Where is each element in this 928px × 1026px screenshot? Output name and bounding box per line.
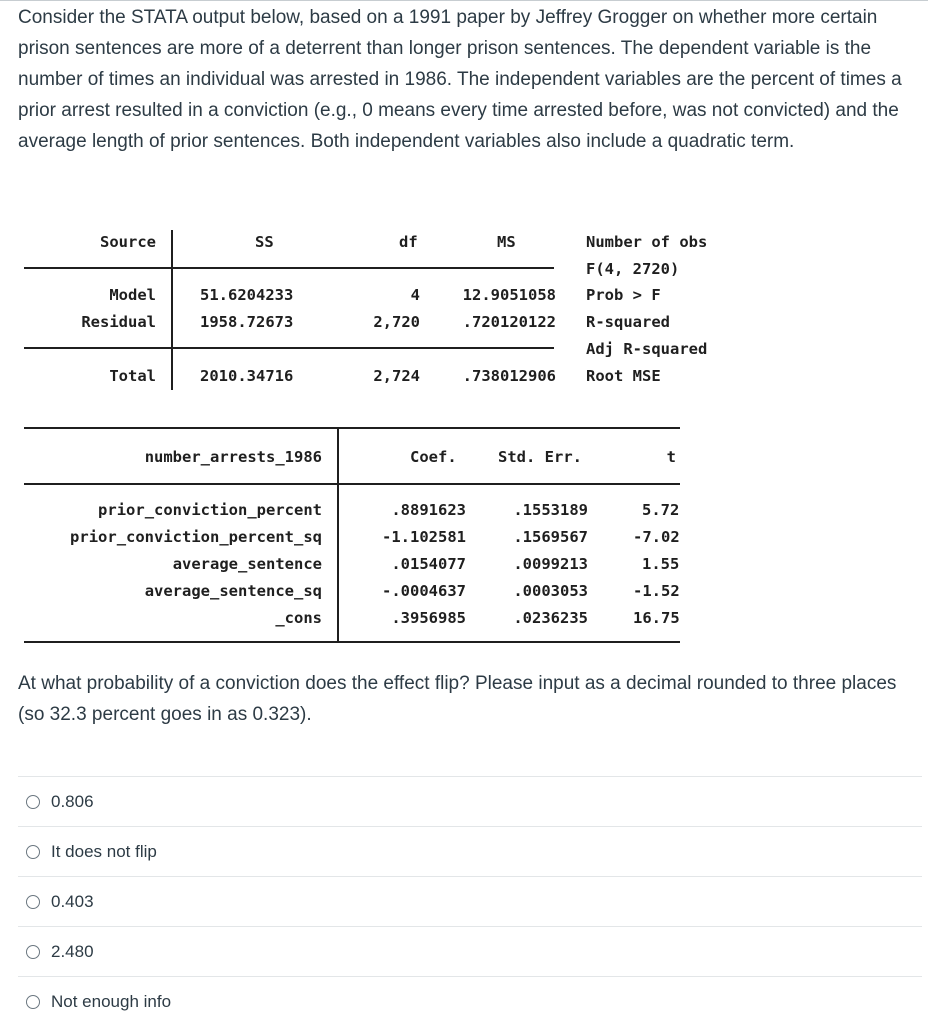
answer-label: 0.403 — [51, 891, 94, 911]
coef-vertical-rule — [337, 428, 339, 642]
coef-t: 16.75 — [633, 609, 680, 627]
radio-button[interactable] — [26, 995, 40, 1009]
coef-value: -.0004637 — [382, 582, 466, 600]
coef-rule-header — [24, 483, 680, 485]
stat-r-squared: R-squared — [586, 313, 670, 331]
coef-header-se: Std. Err. — [498, 448, 582, 466]
coef-t: 5.72 — [642, 501, 680, 519]
anova-source-residual: Residual — [81, 313, 156, 331]
question-intro: Consider the STATA output below, based on a 1991 paper by Jeffrey Grogger on whether more certain prison sentences are more of a deterrent than longer prison sentences. The dependent variable is the number of times an individual was arrested in 1986. The independent variables are the percent of times a prior arrest resulted in a conviction (e.g., 0 means every time arrested before, was not convicted) and the average length of prior sentences. Both independent variables also include a quadratic term. — [18, 7, 902, 152]
stat-number-of-obs: Number of obs — [586, 233, 708, 251]
coef-t: 1.55 — [642, 555, 680, 573]
top-divider — [0, 0, 928, 1]
coef-depvar: number_arrests_1986 — [144, 448, 322, 466]
coef-value: .0154077 — [391, 555, 466, 573]
anova-ms-residual: .720120122 — [462, 313, 556, 331]
answer-option[interactable] — [18, 876, 922, 926]
anova-ss-residual: 1958.72673 — [200, 313, 294, 331]
anova-df-model: 4 — [410, 286, 420, 304]
anova-ss-model: 51.6204233 — [200, 286, 294, 304]
coef-value: .3956985 — [391, 609, 466, 627]
anova-source-total: Total — [109, 367, 156, 385]
coef-var-cons: _cons — [275, 609, 322, 627]
coef-std-err: .1569567 — [513, 528, 588, 546]
answer-label: 0.806 — [51, 791, 94, 811]
coef-rule-bottom — [24, 641, 680, 643]
coef-std-err: .1553189 — [513, 501, 588, 519]
anova-source-model: Model — [109, 286, 156, 304]
anova-vertical-rule — [171, 230, 173, 390]
coef-var-prior-conviction-percent: prior_conviction_percent — [98, 501, 322, 519]
answer-label: 2.480 — [51, 941, 94, 961]
coef-t: -1.52 — [633, 582, 680, 600]
coef-rule-top — [24, 427, 680, 429]
coef-t: -7.02 — [633, 528, 680, 546]
anova-ms-total: .738012906 — [462, 367, 556, 385]
stat-prob-f: Prob > F — [586, 286, 661, 304]
anova-df-residual: 2,720 — [373, 313, 420, 331]
answer-label: Not enough info — [51, 991, 172, 1011]
anova-df-total: 2,724 — [373, 367, 420, 385]
answer-option[interactable] — [18, 976, 922, 1026]
coef-std-err: .0003053 — [513, 582, 588, 600]
radio-button[interactable] — [26, 845, 40, 859]
coef-std-err: .0099213 — [513, 555, 588, 573]
coef-std-err: .0236235 — [513, 609, 588, 627]
anova-header-ms: MS — [497, 233, 516, 251]
radio-button[interactable] — [26, 795, 40, 809]
answer-label: It does not flip — [51, 841, 157, 861]
radio-button[interactable] — [26, 895, 40, 909]
coef-var-average-sentence: average_sentence — [172, 555, 322, 573]
answer-option[interactable] — [18, 776, 922, 826]
answer-list — [18, 776, 922, 1026]
answer-option[interactable] — [18, 826, 922, 876]
anova-ms-model: 12.9051058 — [462, 286, 556, 304]
anova-header-df: df — [399, 233, 418, 251]
anova-ss-total: 2010.34716 — [200, 367, 294, 385]
coef-var-average-sentence-sq: average_sentence_sq — [144, 582, 322, 600]
coef-value: -1.102581 — [382, 528, 466, 546]
coef-header-t: t — [666, 448, 676, 466]
radio-button[interactable] — [26, 945, 40, 959]
anova-header-source: Source — [100, 233, 156, 251]
stat-adj-r-squared: Adj R-squared — [586, 340, 708, 358]
coef-value: .8891623 — [391, 501, 466, 519]
anova-rule-top — [24, 267, 554, 269]
coef-header-coef: Coef. — [410, 448, 457, 466]
question-text: At what probability of a conviction does the effect flip? Please input as a decimal rounded to three places (so 32.3 percent goes in as 0.323). — [18, 673, 897, 725]
anova-header-ss: SS — [255, 233, 274, 251]
answer-option[interactable] — [18, 926, 922, 976]
coef-var-prior-conviction-percent-sq: prior_conviction_percent_sq — [70, 528, 322, 546]
stat-root-mse: Root MSE — [586, 367, 661, 385]
stat-f: F(4, 2720) — [586, 260, 680, 278]
anova-rule-middle — [24, 347, 554, 349]
